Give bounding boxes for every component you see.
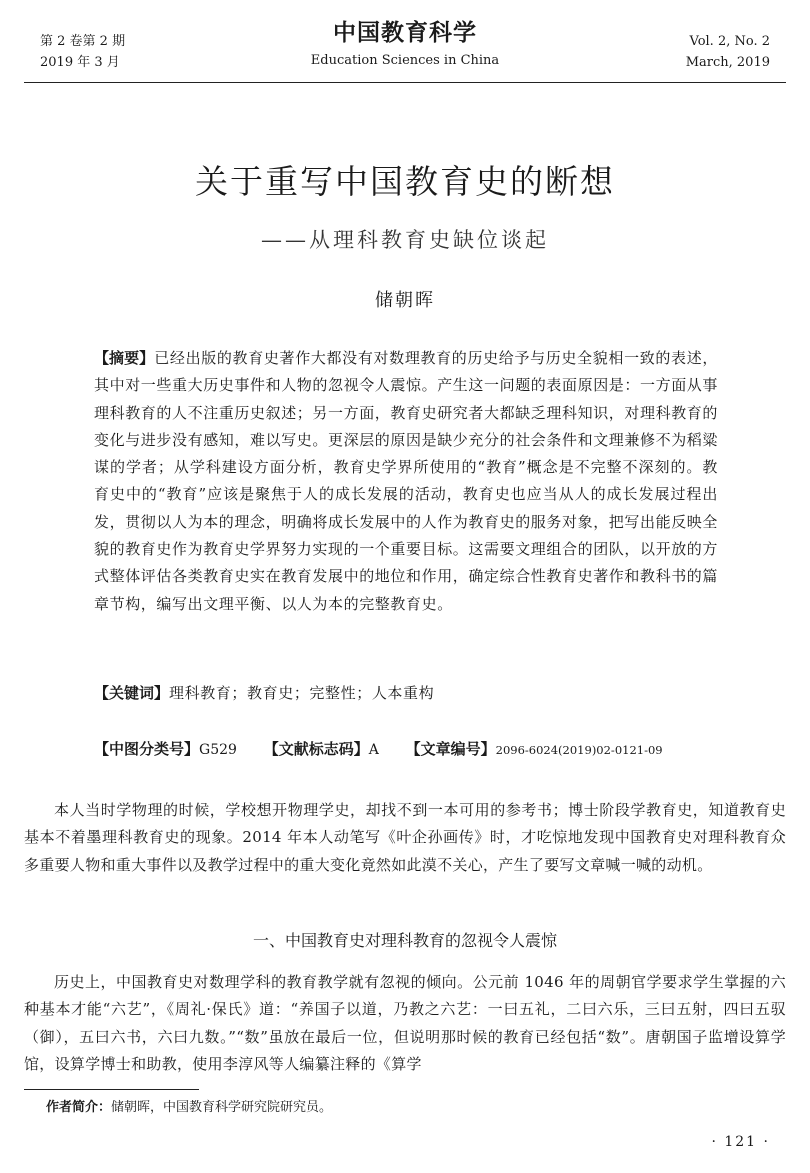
keywords-label: 【关键词】 (94, 684, 170, 702)
article-number-value: 2096-6024(2019)02-0121-09 (495, 743, 663, 757)
doc-code-value: A (368, 742, 379, 758)
doc-code-label: 【文献标志码】 (263, 740, 369, 758)
abstract (94, 345, 718, 618)
header-divider (24, 82, 786, 83)
section-heading-1: 一、中国教育史对理科教育的忽视令人震惊 (252, 931, 557, 950)
author-footnote (46, 1098, 332, 1118)
classification-line (94, 736, 734, 763)
article-subtitle: ——从理科教育史缺位谈起 (261, 228, 549, 252)
intro-text: 本人当时学物理的时候，学校想开物理学史，却找不到一本可用的参考书；博士阶段学教育史，知道教育史基本不着墨理科教育史的现象。2014 年本人动笔写《叶企孙画传》时，才吃惊地发现中国教育史对理科教育众多重要人物和重大事件以及教学过程中的重大变化竟然如此漠不关心，产生了要写文章喊一喊的动机。 (24, 801, 786, 874)
footnote-label: 作者简介： (46, 1100, 112, 1115)
intro-paragraph (24, 797, 786, 879)
clc-value: G529 (199, 742, 237, 758)
article-number-label: 【文章编号】 (405, 740, 496, 758)
keywords (94, 680, 718, 706)
article-title: 关于重写中国教育史的断想 (195, 162, 615, 201)
keywords-text: 理科教育；教育史；完整性；人本重构 (169, 684, 435, 702)
article-author: 储朝晖 (375, 290, 435, 311)
volume-issue-cn: 第 2 卷第 2 期 (40, 34, 126, 49)
journal-title-cn: 中国教育科学 (333, 19, 477, 46)
abstract-text: 已经出版的教育史著作大都没有对数理教育的历史给予与历史全貌相一致的表述，其中对一些重大历史事件和人物的忽视令人震惊。产生这一问题的表面原因是：一方面从事理科教育的人不注重历史叙述；另一方面，教育史研究者大都缺乏理科知识，对理科教育的变化与进步没有感知，难以写史。更深层的原因是缺少充分的社会条件和文理兼修不为稻粱谋的学者；从学科建设方面分析，教育史学界所使用的“教育”概念是不完整不深刻的。教育史中的“教育”应该是聚焦于人的成长发展的活动，教育史也应当从人的成长发展过程出发，贯彻以人为本的理念，明确将成长发展中的人作为教育史的服务对象，把写出能反映全貌的教育史作为教育史学界努力实现的一个重要目标。这需要文理组合的团队，以开放的方式整体评估各类教育史实在教育发展中的地位和作用，确定综合性教育史著作和教科书的篇章节构，编写出文理平衡、以人为本的完整教育史。 (94, 349, 719, 613)
date-en: March, 2019 (685, 55, 770, 70)
section1-paragraph (24, 969, 786, 1079)
footnote-text: 储朝晖，中国教育科学研究院研究员。 (111, 1100, 333, 1115)
header-right (686, 31, 770, 73)
section1-text: 历史上，中国教育史对数理学科的教育教学就有忽视的倾向。公元前 1046 年的周朝官学要求学生掌握的六种基本才能“六艺”，《周礼·保氏》道：“养国子以道，乃教之六艺：一曰五礼，二曰六乐，三曰五射，四曰五驭（御），五曰六书，六曰九数。”“数”虽放在最后一位，但说明那时候的教育已经包括“数”。唐朝国子监增设算学馆，设算学博士和助教，使用李淳风等人编纂注释的《算学 (24, 973, 786, 1074)
date-cn: 2019 年 3 月 (40, 55, 120, 70)
page-number: · 121 · (711, 1134, 770, 1150)
clc-label: 【中图分类号】 (94, 740, 200, 758)
footnote-divider (24, 1089, 199, 1090)
volume-issue-en: Vol. 2, No. 2 (689, 34, 770, 49)
journal-title-en: Education Sciences in China (310, 53, 500, 68)
abstract-label: 【摘要】 (94, 349, 155, 367)
